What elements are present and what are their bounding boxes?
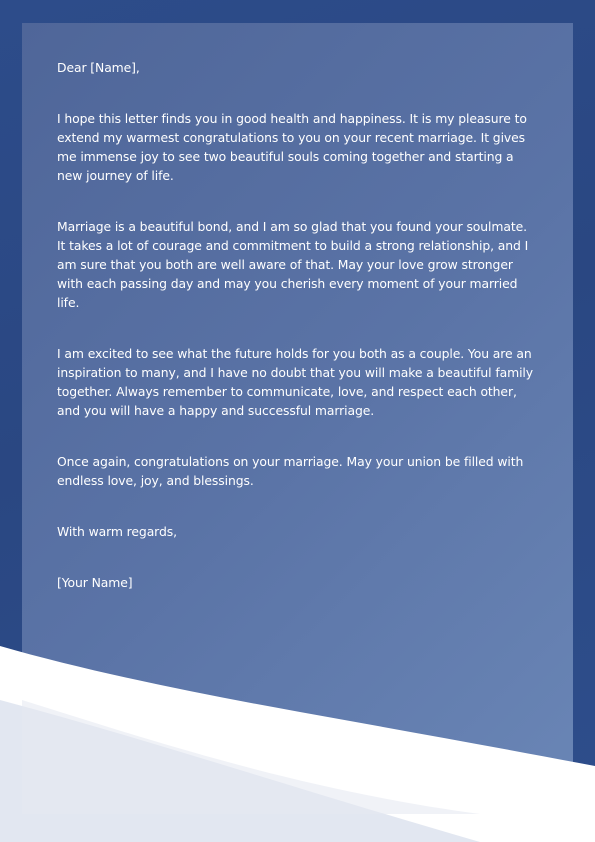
letter-paragraph-3: I am excited to see what the future holds for you both as a couple. You are an inspiration to many, and I have no doubt that you will make a beautiful family together. Always remember to communicate, love, and respect each other, and you will have a happy and successful marriage. (57, 346, 534, 418)
letter-paragraph-1: I hope this letter finds you in good health and happiness. It is my pleasure to extend my warmest congratulations to you on your recent marriage. It gives me immense joy to see two beautiful souls coming together and starting a new journey of life. (57, 111, 527, 183)
letter-signature: [Your Name] (57, 575, 133, 590)
letter-paragraph-4: Once again, congratulations on your marriage. May your union be filled with endless love, joy, and blessings. (57, 454, 524, 488)
letter-salutation: Dear [Name], (57, 60, 140, 75)
letter-body (57, 58, 539, 592)
letter-closing: With warm regards, (57, 524, 177, 539)
letter-paragraph-2: Marriage is a beautiful bond, and I am so glad that you found your soulmate. It takes a lot of courage and commitment to build a strong relationship, and I am sure that you both are well aware of that. May your love grow stronger with each passing day and may you cherish every moment of your married life. (57, 219, 529, 310)
